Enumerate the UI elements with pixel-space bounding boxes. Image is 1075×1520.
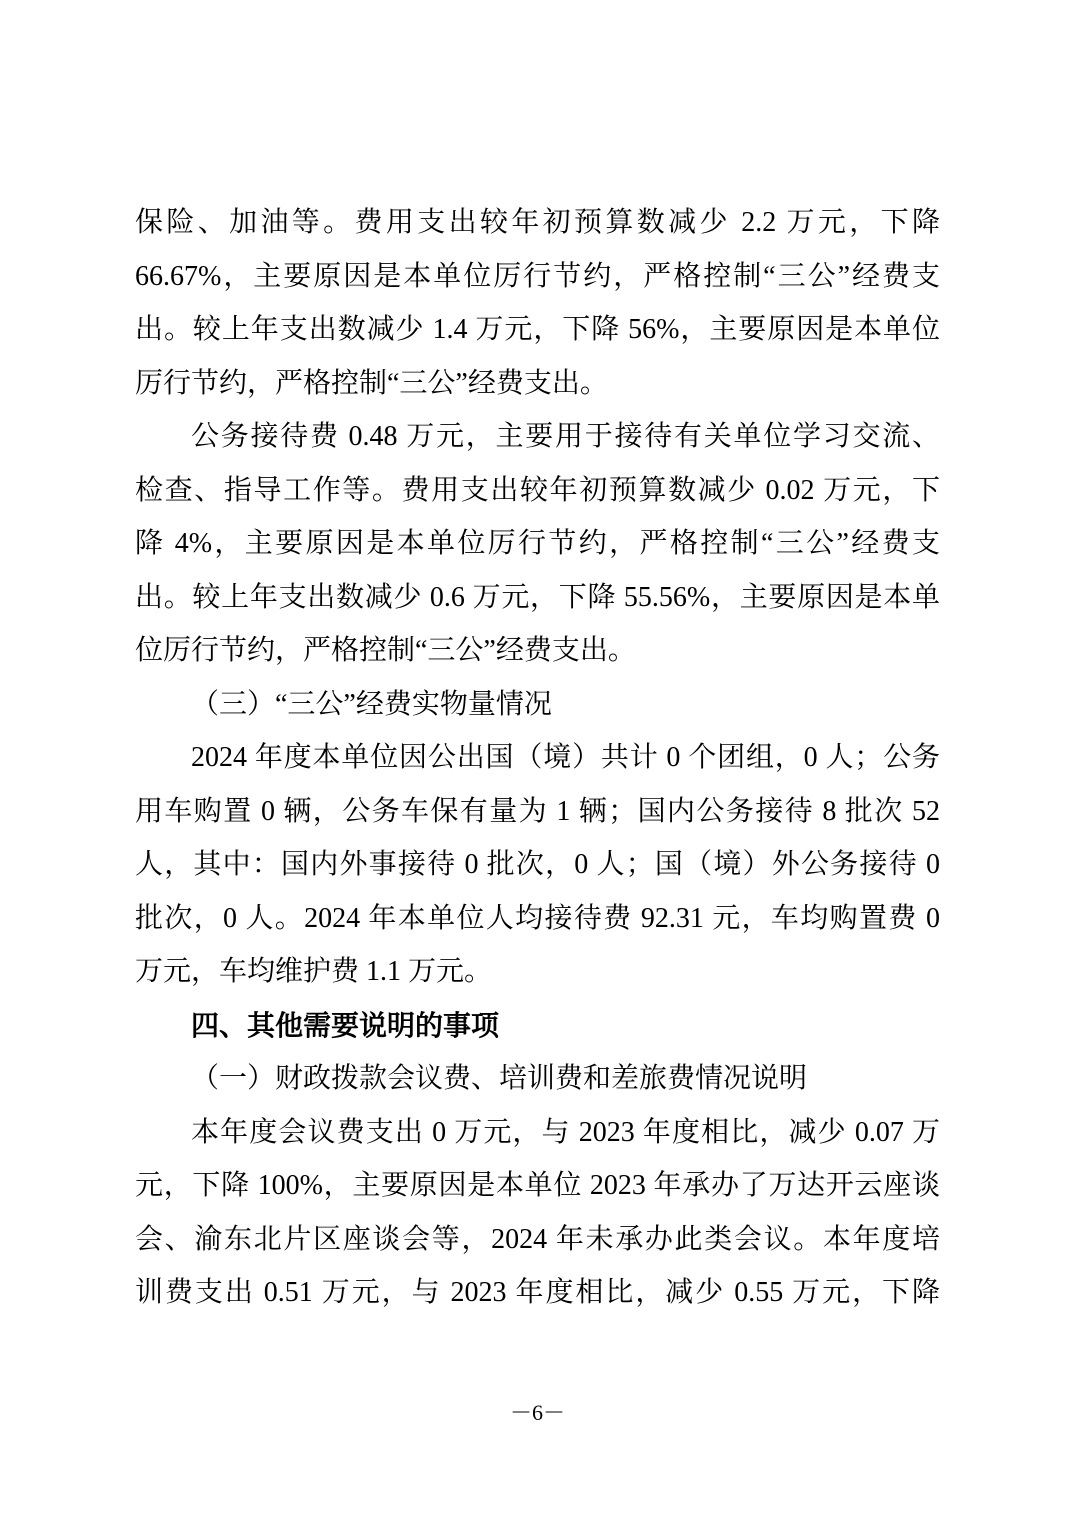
text-line: 厉行节约，严格控制“三公”经费支出。	[135, 367, 608, 399]
text-line: 会、渝东北片区座谈会等，2024 年未承办此类会议。本年度培	[135, 1223, 940, 1255]
text-line: 用车购置 0 辆，公务车保有量为 1 辆；国内公务接待 8 批次 52	[135, 795, 940, 827]
text-line: 批次，0 人。2024 年本单位人均接待费 92.31 元，车均购置费 0	[135, 902, 940, 934]
text-line: 本年度会议费支出 0 万元，与 2023 年度相比，减少 0.07 万	[191, 1116, 940, 1148]
document-body	[135, 196, 940, 1320]
text-line: 降 4%，主要原因是本单位厉行节约，严格控制“三公”经费支	[135, 528, 940, 559]
text-line: 训费支出 0.51 万元，与 2023 年度相比，减少 0.55 万元，下降	[135, 1277, 940, 1308]
text-line: 保险、加油等。费用支出较年初预算数减少 2.2 万元，下降	[135, 207, 940, 238]
text-line: 人，其中：国内外事接待 0 批次，0 人；国（境）外公务接待 0	[135, 849, 940, 880]
subsection-heading: （一）财政拨款会议费、培训费和差旅费情况说明	[191, 1063, 808, 1094]
text-line: 位厉行节约，严格控制“三公”经费支出。	[135, 635, 636, 666]
text-line: 检查、指导工作等。费用支出较年初预算数减少 0.02 万元，下	[135, 474, 940, 506]
text-line: 出。较上年支出数减少 1.4 万元，下降 56%，主要原因是本单位	[135, 314, 940, 345]
text-line: 66.67%，主要原因是本单位厉行节约，严格控制“三公”经费支	[135, 260, 940, 292]
text-line: 公务接待费 0.48 万元，主要用于接待有关单位学习交流、	[191, 421, 940, 452]
section-heading: 四、其他需要说明的事项	[191, 1009, 500, 1041]
page-number: －6－	[509, 1400, 565, 1425]
text-line: 2024 年度本单位因公出国（境）共计 0 个团组，0 人；公务	[191, 742, 940, 773]
text-line: 万元，车均维护费 1.1 万元。	[135, 956, 493, 987]
text-line: 元，下降 100%，主要原因是本单位 2023 年承办了万达开云座谈	[135, 1170, 940, 1201]
text-line: 出。较上年支出数减少 0.6 万元，下降 55.56%，主要原因是本单	[135, 581, 940, 613]
subsection-heading: （三）“三公”经费实物量情况	[191, 688, 552, 720]
